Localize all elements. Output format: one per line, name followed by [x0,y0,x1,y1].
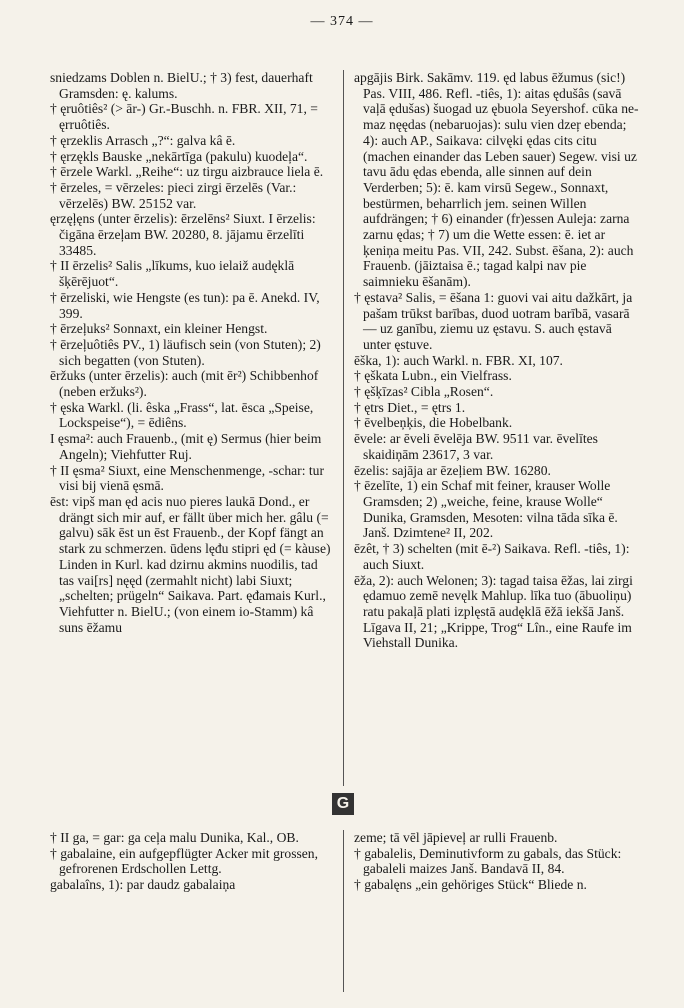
entry: ēzêt, † 3) schelten (mit ē-²) Saikava. Refl. -tiês, 1): auch Siuxt. [354,541,630,572]
entry: ęrzęļęns (unter ērzelis): ērzelēns² Siuxt. I ērzelis: čigāna ērzeļam BW. 20280, 8. jājamu ērzelīti 33485. [50,211,316,258]
entry: † ęruôtiês² (> ār-) Gr.-Buschh. n. FBR. XII, 71, = ęrruôtiês. [50,101,318,133]
entry: † ērzeļuks² Sonnaxt, ein kleiner Hengst. [50,321,268,337]
column-divider [343,70,344,786]
entry: † gabalelis, Deminutivform zu gabals, das Stück: gabaleli maizes Janš. Bandavā II, 84. [354,845,622,877]
entry: † ērzeliski, wie Hengste (es tun): pa ē. Anekd. IV, 399. [50,289,320,321]
entry: ēvele: ar ēveli ēvelēja BW. 9511 var. ēvelītes skaidiņām 23617, 3 var. [354,431,598,462]
entry: † ęšķīzas² Cibla „Rosen“. [354,384,494,400]
entry: sniedzams Doblen n. BielU.; † 3) fest, dauerhaft Gramsden: ę. kalums. [50,70,313,101]
left-column-g [50,830,333,893]
left-column [50,70,333,635]
entry: ēržuks (unter ērzelis): auch (mit ēr²) Schibbenhof (neben eržuks²). [50,368,319,400]
right-column [354,70,640,651]
page-number: — 374 — [310,14,374,29]
entry: † II ęsma² Siuxt, eine Menschenmenge, -schar: tur visi bij vienā ęsmā. [50,462,324,494]
entry: ēža, 2): auch Welonen; 3): tagad taisa ēžas, lai zirgi ędamuo zemē nevęlk Mahlup. līka tuo (ābuoliņu) ratu pakaļā plati izplęstā audęklā ēžā iekšā Janš. Līgava II, 21; „Krippe, Trog“ Lîn., eine Raufe im Viehstall Dunika. [354,572,633,651]
column-divider [343,830,344,992]
entry: † ēvelbeņķis, die Hobelbank. [354,415,513,431]
entry: ēst: vipš man ęd acis nuo pieres laukā Dond., er drängt sich mir auf, er fällt über mich her. gâlu (= galvu) sāk ēst un ēst Frauenb., der Kopf fängt an stark zu schmerzen. ūdens lęđu stipri ęd (= kàuse) Linden in Kurl. kad dzirnu akmins nuodilis, tad tas vai[rs] nęęd (zermahlt nicht) labi Siuxt; „schelten; prügeln“ Saikava. Part. ęđamais Kurl., Viehfutter n. BielU.; (von einem io-Stamm) kâ suns ēžamu [50,493,331,635]
entry: I ęsma²: auch Frauenb., (mit ę) Sermus (hier beim Angeln); Viehfutter Ruj. [50,431,322,462]
entry: ēška, 1): auch Warkl. n. FBR. XI, 107. [354,352,563,368]
entry: gabalaîns, 1): par daudz gabalaiņa [50,877,236,893]
entry: zeme; tā vēl jāpieveļ ar rulli Frauenb. [354,830,558,845]
entry: † gabalęns „ein gehöriges Stück“ Bliede n. [354,877,587,893]
entry: † ērzele Warkl. „Reihe“: uz tirgu aizbrauce liela ē. [50,164,324,180]
entry: apgājis Birk. Sakāmv. 119. ęd labus ēžumus (sic!) Pas. VIII, 486. Refl. -tiês, 1): aitas ędušâs (savā vaļā ędušas) šuogad uz ębuola Seyershof. cūka ne-maz nęędas (nebaruojas): sulu vien dzeŗ ebenda; 4): auch AP., Saikava: cilvęki ędas cits citu (machen einander das Leben sauer) Segew. visi uz tavu ādu ędas ebenda, alle sinnen auf dein Verderben; 5): ē. kam virsū Segew., Sonnaxt, bestürmen, beharrlich jem. seinen Willen aufdrängen; † 6) einander (fr)essen Auleja: zarna zarnu ędas; † 7) um die Wette essen: ē. iet ar ķeniņa meitu Pas. VII, 242. Subst. ēšana, 2): auch Frauenb. (jāiztaisa ē.; tagad kalpi nav pie saimnieku ēšanām). [354,70,639,290]
entry: † ēzelīte, 1) ein Schaf mit feiner, krauser Wolle Gramsden; 2) „weiche, feine, krause Wolle“ Dunika, Gramsden, Mesoten: vilna tāda sīka ē. Janš. Dzimtene² II, 202. [354,478,618,541]
entry: † ęstava² Salis, = ēšana 1: guovi vai aitu dažkārt, ja pašam trūkst barības, duod uotram barībā, vasarā— uz ganību, ziemu uz ęstavu. S. auch ęstavā unter ęstuve. [354,289,633,352]
entry: † ętrs Diet., = ętrs 1. [354,399,466,415]
entry: ēzelis: sajāja ar ēzeļiem BW. 16280. [354,462,551,478]
entry: † ęrzękls Bauske „nekārtīga (pakulu) kuodeļa“. [50,148,308,164]
entry: † ęska Warkl. (li. êska „Frass“, lat. ēsca „Speise, Lockspeise“), = ēdiêns. [50,399,314,431]
entry: † II ga, = gar: ga ceļa malu Dunika, Kal., OB. [50,830,299,845]
right-column-g [354,830,640,893]
entry: † ērzeļuôtiês PV., 1) läufisch sein (von Stuten); 2) sich begatten (von Stuten). [50,336,321,368]
entry: † ērzeles, = vērzeles: pieci zirgi ērzelēs (Var.: vērzelēs) BW. 25152 var. [50,179,297,211]
entry: † II ērzelis² Salis „līkums, kuo ielaiž audęklā šķērējuot“. [50,258,295,290]
section-letter: G [332,793,354,815]
entry: † ęrzeklis Arrasch „?“: galva kâ ē. [50,132,236,148]
entry: † gabalaine, ein aufgepflügter Acker mit grossen, gefrorenen Erdschollen Lettg. [50,845,319,877]
entry: † ęškata Lubn., ein Vielfrass. [354,368,512,384]
